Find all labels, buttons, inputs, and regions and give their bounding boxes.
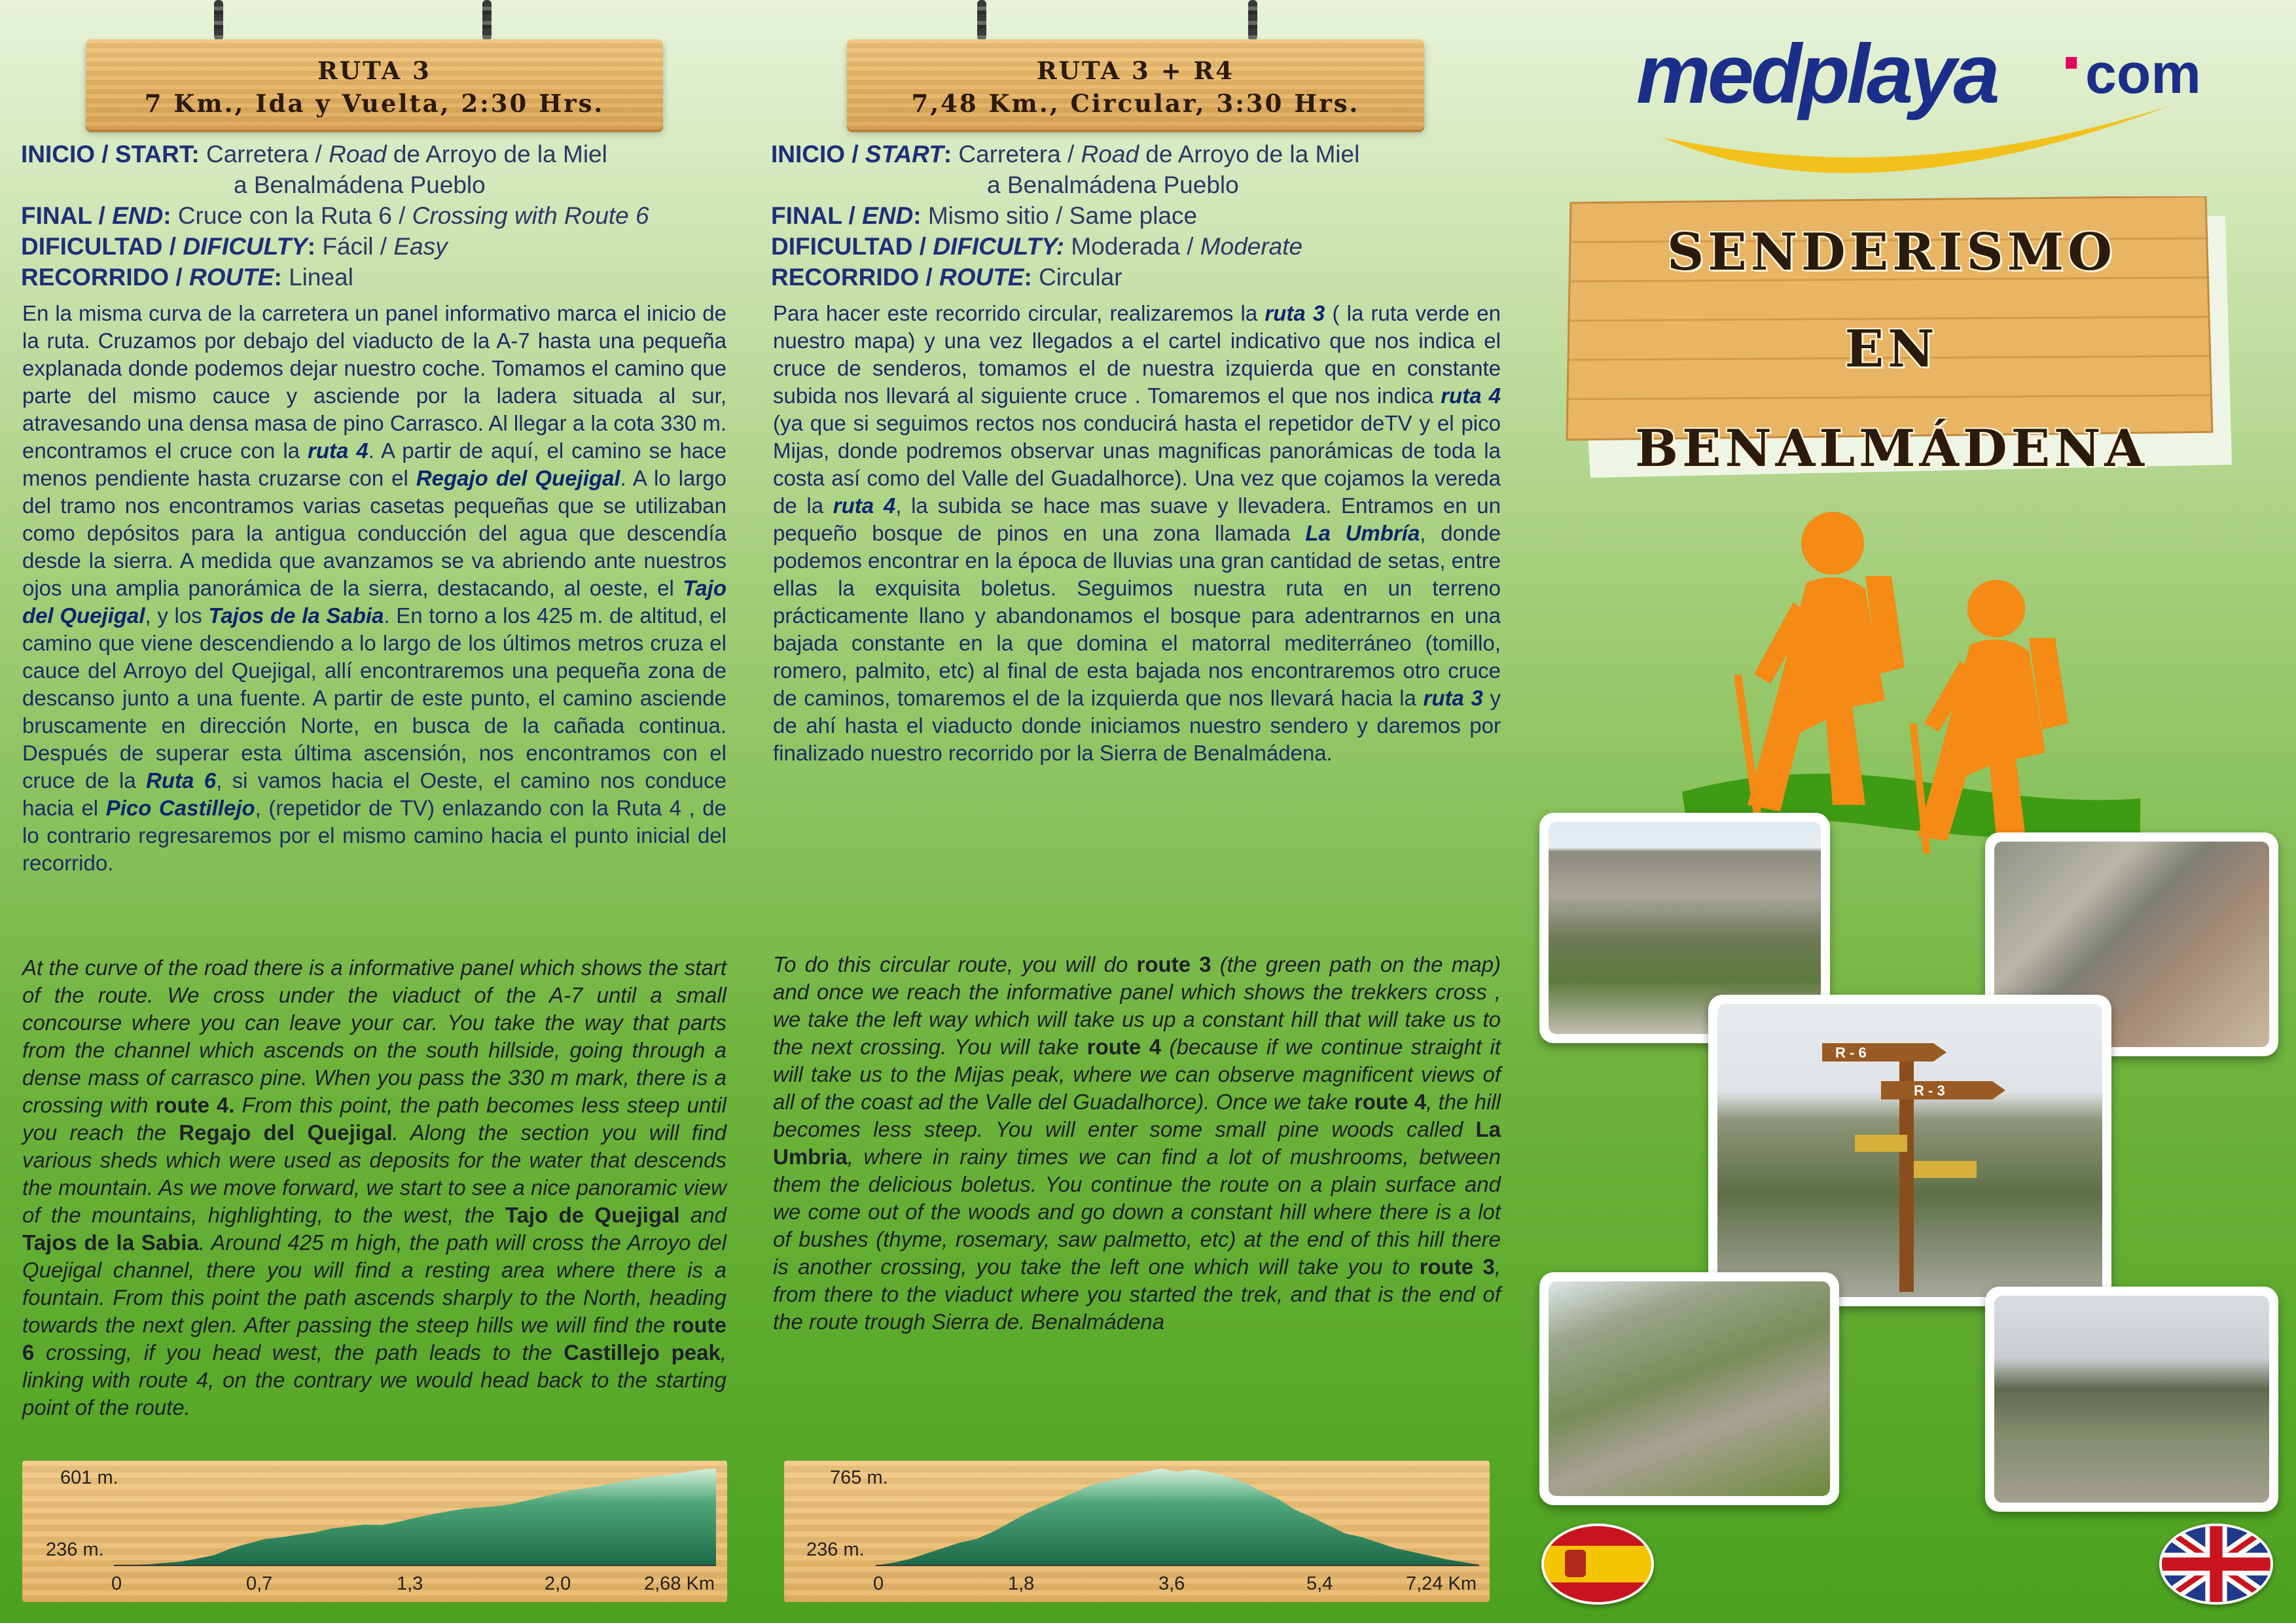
sign-chain-left (977, 0, 986, 41)
photo-hillside (1539, 1272, 1839, 1505)
end-value: Mismo sitio / Same place (921, 202, 1198, 229)
start-label: INICIO / (771, 141, 865, 168)
en-highlight: Castillejo peak (564, 1340, 721, 1364)
signpost-label: R - 6 (1835, 1044, 1867, 1061)
en-text: crossing, if you head west, the path leads to the (34, 1340, 564, 1364)
elevation-max-label: 601 m. (60, 1467, 118, 1488)
es-highlight: Tajos de la Sabia (208, 603, 384, 628)
es-text: ( la ruta verde en nuestro mapa) y una vez llegados a el cartel indicativo que nos indica el cruce de senderos, tomamos el de nuestra izquierda que en constante subida nos llevará al siguiente cruce . Tomaremos el que nos indica (773, 301, 1501, 408)
difficulty-label: DIFICULTAD / (21, 233, 183, 260)
en-highlight: route 6 (22, 1313, 726, 1364)
es-text: , donde podemos encontrar en la época de lluvias una gran cantidad de setas, entre ellas la exquisita boletus. Seguimos nuestra ruta en un terreno prácticamente llano y abandonamos el bosque para adentrarnos en una bajada constante en la que domina el matorral mediterráneo (tomillo, romero, palmito, etc) al final de esta bajada nos encontraremos otro cruce de caminos, tomaremos el de la izquierda que nos llevará hacia la (773, 521, 1501, 710)
route-label-en: ROUTE (939, 264, 1024, 291)
es-text: , (repetidor de TV) enlazando con la Ruta 4 , de lo contrario regresaremos por el mismo camino hacia el punto inicial del recorrido. (22, 796, 726, 875)
start-road: Road (1081, 141, 1139, 168)
route3-sign-subtitle: 7 Km., Ida y Vuelta, 2:30 Hrs. (144, 89, 605, 118)
distance-tick: 2,0 (545, 1573, 571, 1594)
start-value: Carretera / (206, 141, 329, 168)
route34-sign-title: RUTA 3 + R4 (1036, 56, 1235, 85)
route-colon: : (274, 264, 282, 291)
en-text: From this point, the path becomes less steep until you reach the (22, 1093, 726, 1145)
distance-tick: 2,68 Km (644, 1573, 715, 1594)
title-line-1: SENDERISMO (1666, 223, 2117, 282)
es-highlight: La Umbría (1305, 521, 1420, 545)
start-value-3: a Benalmádena Pueblo (234, 171, 486, 198)
es-text: , si vamos hacia el Oeste, el camino nos conduce hacia el (22, 768, 726, 820)
difficulty-value-en: Easy (393, 233, 448, 260)
en-text: , where in rainy times we can find a lot of mushrooms, between them the delicious boletus. You continue the route on a plain surface and we come out of the woods and go down a constant hill where there is a lot of bushes (thyme, rosemary, saw palmetto, etc) at the end of this hill there is another crossing, you take the left one which will take you to (773, 1145, 1501, 1279)
start-label: INICIO / START: (21, 141, 200, 168)
end-label: FINAL / (21, 202, 113, 229)
start-colon: : (943, 141, 952, 168)
start-value: Carretera / (952, 141, 1081, 168)
route34-elevation-chart (784, 1461, 1490, 1602)
medplaya-logo (1636, 18, 2212, 196)
en-text: , linking with route 4, on the contrary we would head back to the starting point of the route. (22, 1340, 726, 1419)
es-highlight: ruta 4 (1441, 383, 1501, 408)
route3-sign-title: RUTA 3 (317, 56, 431, 85)
difficulty-value: Moderada / (1064, 233, 1200, 260)
route34-sign-subtitle: 7,48 Km., Circular, 3:30 Hrs. (911, 89, 1360, 118)
route-label-en: ROUTE (188, 264, 274, 291)
es-text: (ya que si seguimos rectos nos conducirá hasta el repetidor deTV y el pico Mijas, donde podremos observar unas magnificas panorámicas de toda la costa así como del Valle del Guadalhorce). Una vez que cojamos la vereda de la (773, 411, 1501, 518)
end-label-en: END (862, 202, 914, 229)
es-highlight: ruta 3 (1265, 301, 1325, 325)
logo-swoosh-icon (1636, 26, 2212, 196)
uk-flag-graphic (2162, 1526, 2270, 1602)
en-text: (the green path on the map) and once we reach the informative panel which shows the trekkers cross , we take the left way which will take us up a constant hill that will take us to the next crossing. You will take (773, 952, 1501, 1059)
start-road: Road (329, 141, 387, 168)
route-colon: : (1024, 264, 1032, 291)
logo-tld: com (2085, 43, 2201, 105)
distance-tick: 1,3 (397, 1573, 423, 1594)
route-label: RECORRIDO / (21, 264, 189, 291)
es-text: En la misma curva de la carretera un panel informativo marca el inicio de la ruta. Cruzamos por debajo del viaducto de la A-7 hasta una pequeña explanada donde podemos dejar nuestro coche. Tomamos el camino que parte del mismo cauce y asciende por la ladera situada al sur, atravesando una densa masa de pino Carrasco. Al llegar a la cota 330 m. encontramos el cruce con la (22, 301, 726, 463)
es-text: y de ahí hasta el viaducto donde iniciamos nuestro sendero y daremos por finalizado nuestro recorrido por la Sierra de Benalmádena. (773, 686, 1501, 765)
es-highlight: ruta 3 (1423, 686, 1483, 710)
en-highlight: La Umbria (773, 1117, 1501, 1169)
hikers-icon (1669, 497, 2140, 864)
route3-description-es (22, 300, 726, 877)
en-text: , from there to the viaduct where you started the trek, and that is the end of the route trough Sierra de. Benalmádena (773, 1255, 1501, 1334)
es-highlight: Tajo del Quejigal (22, 576, 726, 628)
signpost-label: R - 3 (1914, 1082, 1945, 1099)
photo-signpost (1708, 995, 2111, 1306)
distance-tick: 1,8 (1008, 1573, 1035, 1594)
end-value: Cruce con la Ruta 6 / (171, 202, 412, 229)
en-text: At the curve of the road there is a informative panel which shows the start of the route. We cross under the viaduct of the A-7 until a small concourse where you can leave your car. You take the way that parts from the channel which ascends on the south hillside, going through a dense mass of carrasco pine. When you pass the 330 m mark, there is a crossing with (22, 955, 726, 1117)
es-highlight: Pico Castillejo (105, 796, 255, 820)
elevation-area (876, 1469, 1479, 1565)
es-text: , la subida se hace mas suave y llevadera. Entramos en un pequeño bosque de pinos en una zona llamada (773, 493, 1501, 545)
difficulty-colon: : (307, 233, 316, 260)
es-text: . A lo largo del tramo nos encontramos varias casetas pequeñas que se utilizaban como depósitos para la antigua conducción del agua que descendía desde la sierra. A medida que avanzamos se va abriendo ante nuestros ojos una amplia panorámica de la sierra, destacando, al oeste, el (22, 466, 727, 600)
title-line-2: EN (1844, 319, 1939, 379)
route34-elevation-profile (784, 1461, 1490, 1602)
en-text: . Along the section you will find various sheds which were used as deposits for the water that descends the mountain. As we move forward, we start to see a nice panoramic view of the mountains, highlighting, to the west, the (22, 1120, 726, 1227)
distance-tick: 3,6 (1158, 1573, 1185, 1594)
end-colon: : (913, 202, 922, 229)
elevation-min-label: 236 m. (46, 1539, 104, 1560)
es-text: . A partir de aquí, el camino se hace menos pendiente hasta cruzarse con el (22, 438, 726, 490)
es-highlight: Regajo del Quejigal (416, 466, 620, 490)
sign-chain-left (214, 0, 223, 41)
en-text: , the hill becomes less steep. You will enter some small pine woods called (773, 1090, 1501, 1141)
es-text: , y los (145, 603, 209, 628)
route3-elevation-profile (22, 1461, 727, 1602)
en-text: (because if we continue straight it will take us to the Mijas peak, where we can observe magnificent views of all of the coast ad the Valle del Guadalhorce). Once we take (773, 1035, 1501, 1114)
signpost-icon (1717, 1004, 2102, 1297)
es-highlight: ruta 4 (833, 493, 896, 518)
route3-elevation-chart (22, 1461, 727, 1602)
start-label-en: START (865, 141, 944, 168)
end-label: FINAL / (771, 202, 863, 229)
route-label: RECORRIDO / (771, 264, 939, 291)
route34-description-es (773, 300, 1501, 767)
distance-tick: 0,7 (246, 1573, 273, 1594)
route34-description-en (773, 951, 1501, 1336)
route34-sign (847, 39, 1424, 130)
es-highlight: ruta 4 (308, 438, 368, 463)
distance-tick: 5,4 (1306, 1573, 1333, 1594)
end-label-en: END (112, 202, 164, 229)
route3-header (21, 139, 741, 293)
end-value-en: Crossing with Route 6 (412, 202, 649, 229)
difficulty-label-en: DIFICULTY: (933, 233, 1065, 260)
route34-header (771, 139, 1498, 293)
elevation-area (114, 1469, 716, 1565)
distance-tick: 7,24 Km (1406, 1573, 1477, 1594)
start-value-3: a Benalmádena Pueblo (987, 171, 1239, 198)
route3-sign (86, 39, 663, 130)
spain-flag-icon[interactable] (1541, 1524, 1654, 1605)
distance-tick: 0 (873, 1573, 884, 1594)
route3-description-en (22, 954, 726, 1421)
title-block (1564, 196, 2219, 478)
en-highlight: Tajo de Quejigal (505, 1203, 680, 1227)
end-colon: : (163, 202, 171, 229)
route-value: Circular (1031, 264, 1122, 291)
en-highlight: route 3 (1136, 952, 1211, 976)
sign-chain-right (482, 0, 492, 41)
distance-tick: 0 (111, 1573, 122, 1594)
es-highlight: Ruta 6 (146, 768, 217, 793)
difficulty-label: DIFICULTAD / (771, 233, 933, 260)
sign-chain-right (1248, 0, 1257, 41)
en-highlight: route 4 (1354, 1090, 1427, 1114)
es-text: . En torno a los 425 m. de altitud, el camino que viene descendiendo a lo largo de los últimos metros cruza el cauce del Arroyo del Quejigal, allí encontraremos una pequeña zona de descanso junto a una fuente. A partir de este punto, el camino asciende bruscamente en dirección Norte, en busca de la cañada continua. Después de superar esta última ascensión, nos encontramos con el cruce de la (22, 603, 727, 793)
en-highlight: route 4 (1086, 1035, 1162, 1059)
photo-valley (1985, 1287, 2278, 1512)
elevation-max-label: 765 m. (830, 1467, 888, 1488)
elevation-min-label: 236 m. (806, 1539, 865, 1560)
es-text: Para hacer este recorrido circular, realizaremos la (773, 301, 1265, 325)
en-highlight: Regajo del Quejigal (179, 1120, 393, 1145)
difficulty-label-en: DIFICULTY (183, 233, 308, 260)
en-highlight: route 4. (155, 1093, 235, 1117)
logo-brand: medplaya (1636, 27, 1997, 121)
en-text: and (679, 1203, 726, 1227)
difficulty-value: Fácil / (315, 233, 394, 260)
start-value-2: de Arroyo de la Miel (386, 141, 607, 168)
start-value-2: de Arroyo de la Miel (1139, 141, 1360, 168)
logo-dot: · (2060, 18, 2087, 106)
en-text: . Around 425 m high, the path will cross the Arroyo del Quejigal channel, there you will find a resting area where there is a fountain. From this point the path ascends sharply to the North, heading towards the next glen. After passing the steep hills we will find the (22, 1230, 726, 1337)
uk-flag-icon[interactable] (2159, 1524, 2273, 1605)
en-highlight: Tajos de la Sabia (22, 1230, 199, 1255)
difficulty-value-en: Moderate (1200, 233, 1303, 260)
en-text: To do this circular route, you will do (773, 952, 1137, 976)
en-highlight: route 3 (1419, 1255, 1495, 1279)
title-line-3: BENALMÁDENA (1635, 419, 2148, 478)
route-value: Lineal (281, 264, 353, 291)
